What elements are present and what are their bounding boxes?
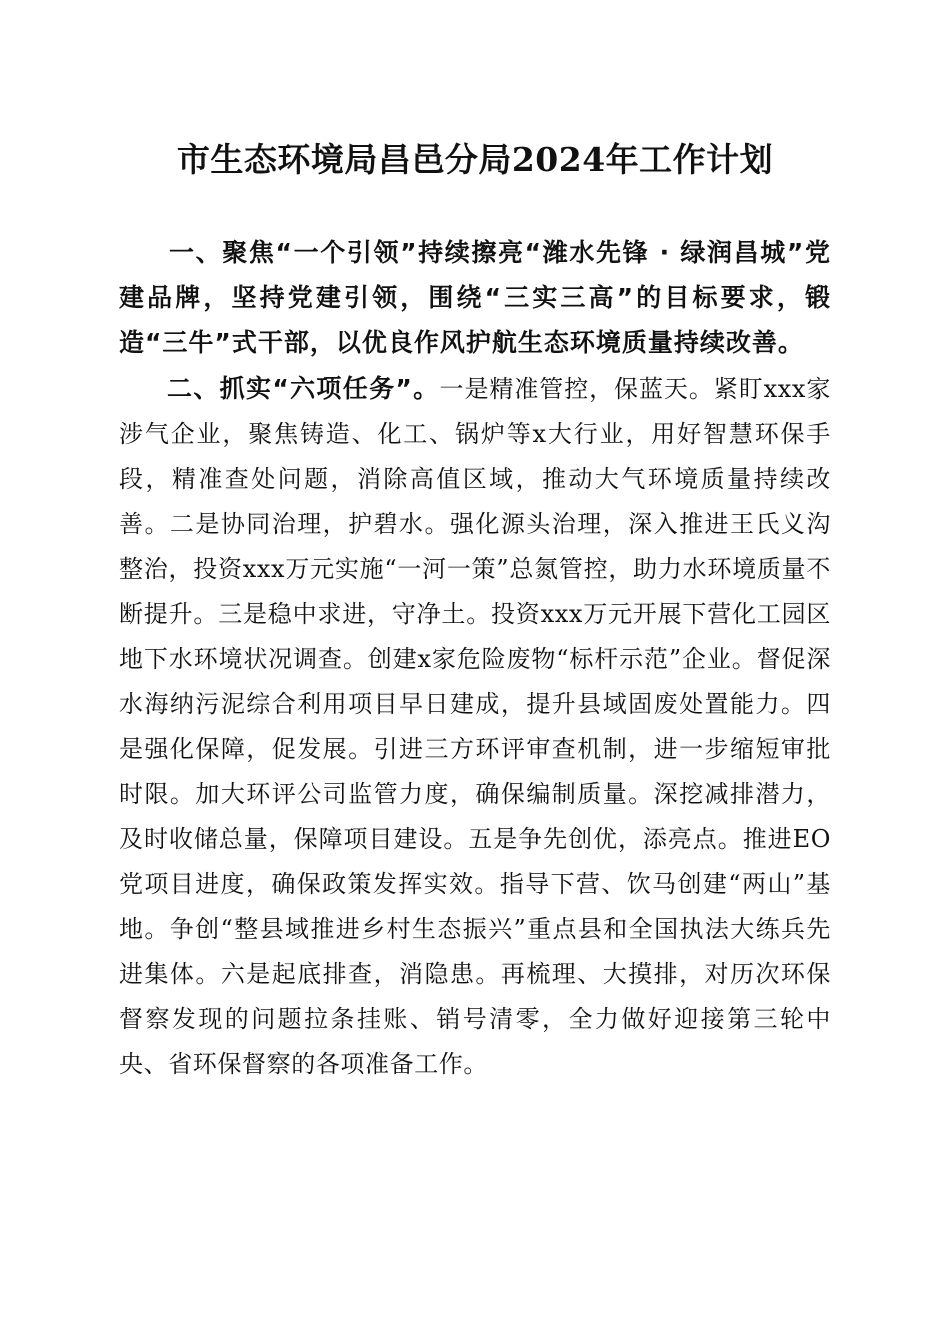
section-two-heading: 二、抓实“六项任务”。 bbox=[167, 374, 440, 403]
section-two-paragraph bbox=[119, 366, 831, 1087]
section-two-body: 一是精准管控，保蓝天。紧盯xxx家涉气企业，聚焦铸造、化工、锅炉等x大行业，用好智慧环保手段，精准查处问题，消除高值区域，推动大气环境质量持续改善。二是协同治理，护碧水。强化源头治理，深入推进王氏义沟整治，投资xxx万元实施“一河一策”总氮管控，助力水环境质量不断提升。三是稳中求进，守净土。投资xxx万元开展下营化工园区地下水环境状况调查。创建x家危险废物“标杆示范”企业。督促深水海纳污泥综合利用项目早日建成，提升县域固废处置能力。四是强化保障，促发展。引进三方环评审查机制，进一步缩短审批时限。加大环评公司监管力度，确保编制质量。深挖减排潜力，及时收储总量，保障项目建设。五是争先创优，添亮点。推进EO党项目进度，确保政策发挥实效。指导下营、饮马创建“两山”基地。争创“整县域推进乡村生态振兴”重点县和全国执法大练兵先进集体。六是起底排查，消隐患。再梳理、大摸排，对历次环保督察发现的问题拉条挂账、销号清零，全力做好迎接第三轮中央、省环保督察的各项准备工作。 bbox=[119, 375, 831, 1078]
section-one-paragraph: 一、聚焦“一个引领”持续擦亮“潍水先锋 · 绿润昌城”党建品牌，坚持党建引领，围绕“三实三高”的目标要求，锻造“三牛”式干部，以优良作风护航生态环境质量持续改善。 bbox=[119, 238, 831, 357]
document-title: 市生态环境局昌邑分局2024年工作计划 bbox=[176, 140, 774, 179]
